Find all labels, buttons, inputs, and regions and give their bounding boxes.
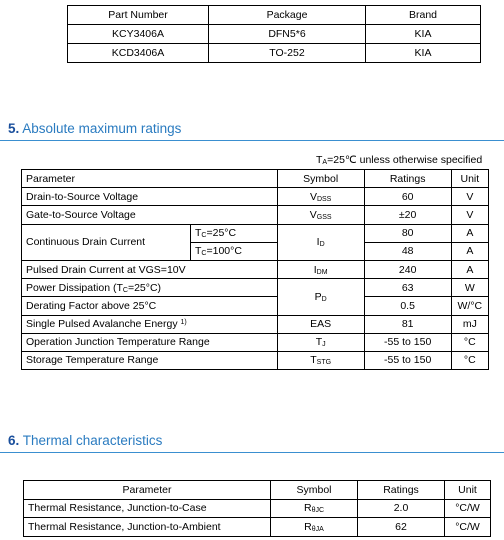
part-number-cell: KCD3406A — [68, 44, 209, 63]
table-row — [22, 315, 489, 333]
rating-cell: ±20 — [364, 206, 451, 224]
rating-cell: 81 — [364, 315, 451, 333]
table-row — [22, 297, 489, 315]
rating-cell: 2.0 — [358, 499, 445, 518]
condition-cell: $T_C=25^\circ C$ — [191, 224, 278, 242]
unit-cell: °C — [451, 333, 488, 351]
section-number: 6. — [8, 433, 20, 448]
rating-cell: 0.5 — [364, 297, 451, 315]
param-cell: Thermal Resistance, Junction-to-Case — [24, 499, 271, 518]
header-parameter: Parameter — [22, 170, 278, 188]
rating-cell: 48 — [364, 242, 451, 260]
table-row — [24, 518, 491, 537]
table-row — [22, 333, 489, 351]
symbol-cell: $R_{\theta JA}$ — [271, 518, 358, 537]
param-cell: Thermal Resistance, Junction-to-Ambient — [24, 518, 271, 537]
header-package: Package — [209, 6, 366, 25]
header-symbol: Symbol — [277, 170, 364, 188]
param-cell: Pulsed Drain Current at VGS=10V — [22, 260, 278, 278]
table-row — [22, 206, 489, 224]
unit-cell: V — [451, 206, 488, 224]
unit-cell: °C/W — [445, 518, 491, 537]
rating-cell: 63 — [364, 279, 451, 297]
table-row — [22, 279, 489, 297]
rating-cell: -55 to 150 — [364, 351, 451, 369]
unit-cell: A — [451, 260, 488, 278]
brand-cell: KIA — [366, 25, 481, 44]
rating-cell: -55 to 150 — [364, 333, 451, 351]
unit-cell: °C — [451, 351, 488, 369]
param-cell: Derating Factor above 25°C — [22, 297, 278, 315]
param-cell: Gate-to-Source Voltage — [22, 206, 278, 224]
section-title: Thermal characteristics — [22, 433, 163, 448]
header-unit: Unit — [445, 481, 491, 500]
unit-cell: A — [451, 224, 488, 242]
package-table — [67, 5, 481, 63]
param-cell: Power Dissipation $(T_C=25^\circ C)$ — [22, 279, 278, 297]
symbol-cell: $P_D$ — [277, 279, 364, 315]
unit-cell: °C/W — [445, 499, 491, 518]
section-divider — [0, 452, 504, 453]
header-ratings: Ratings — [358, 481, 445, 500]
rating-cell: 240 — [364, 260, 451, 278]
rating-cell: 62 — [358, 518, 445, 537]
part-number-cell: KCY3406A — [68, 25, 209, 44]
rating-cell: 60 — [364, 188, 451, 206]
unit-cell: mJ — [451, 315, 488, 333]
header-ratings: Ratings — [364, 170, 451, 188]
section-title: Absolute maximum ratings — [22, 121, 182, 136]
header-symbol: Symbol — [271, 481, 358, 500]
condition-cell: $T_C=100^\circ C$ — [191, 242, 278, 260]
rating-cell: 80 — [364, 224, 451, 242]
symbol-cell: $R_{\theta JC}$ — [271, 499, 358, 518]
table-row — [22, 351, 489, 369]
brand-cell: KIA — [366, 44, 481, 63]
param-cell: Drain-to-Source Voltage — [22, 188, 278, 206]
table-row — [22, 188, 489, 206]
absolute-max-ratings-table — [21, 169, 489, 370]
symbol-cell: $I_{DM}$ — [277, 260, 364, 278]
table-row — [68, 25, 481, 44]
thermal-characteristics-table — [23, 480, 491, 537]
table-row — [22, 224, 489, 242]
symbol-cell: $T_J$ — [277, 333, 364, 351]
header-brand: Brand — [366, 6, 481, 25]
symbol-cell: $V_{GSS}$ — [277, 206, 364, 224]
unit-cell: A — [451, 242, 488, 260]
section-5-heading — [8, 121, 181, 136]
symbol-cell: $I_D$ — [277, 224, 364, 260]
param-cell: Single Pulsed Avalanche Energy $^{1)}$ — [22, 315, 278, 333]
symbol-cell: EAS — [277, 315, 364, 333]
header-parameter: Parameter — [24, 481, 271, 500]
table-row — [24, 499, 491, 518]
param-cell: Storage Temperature Range — [22, 351, 278, 369]
package-cell: TO-252 — [209, 44, 366, 63]
table-row — [68, 44, 481, 63]
unit-cell: W — [451, 279, 488, 297]
unit-cell: V — [451, 188, 488, 206]
section-number: 5. — [8, 121, 20, 136]
unit-cell: W/°C — [451, 297, 488, 315]
symbol-cell: $T_{STG}$ — [277, 351, 364, 369]
header-unit: Unit — [451, 170, 488, 188]
param-cell: Continuous Drain Current — [22, 224, 191, 260]
table-header-row — [22, 170, 489, 188]
ambient-condition-note: $T_A=25℃$ unless otherwise specified — [316, 154, 483, 166]
section-6-heading — [8, 433, 162, 448]
header-part-number: Part Number — [68, 6, 209, 25]
package-cell: DFN5*6 — [209, 25, 366, 44]
section-divider — [0, 140, 504, 141]
symbol-cell: $V_{DSS}$ — [277, 188, 364, 206]
param-cell: Operation Junction Temperature Range — [22, 333, 278, 351]
table-row — [22, 260, 489, 278]
table-header-row — [24, 481, 491, 500]
table-header-row — [68, 6, 481, 25]
